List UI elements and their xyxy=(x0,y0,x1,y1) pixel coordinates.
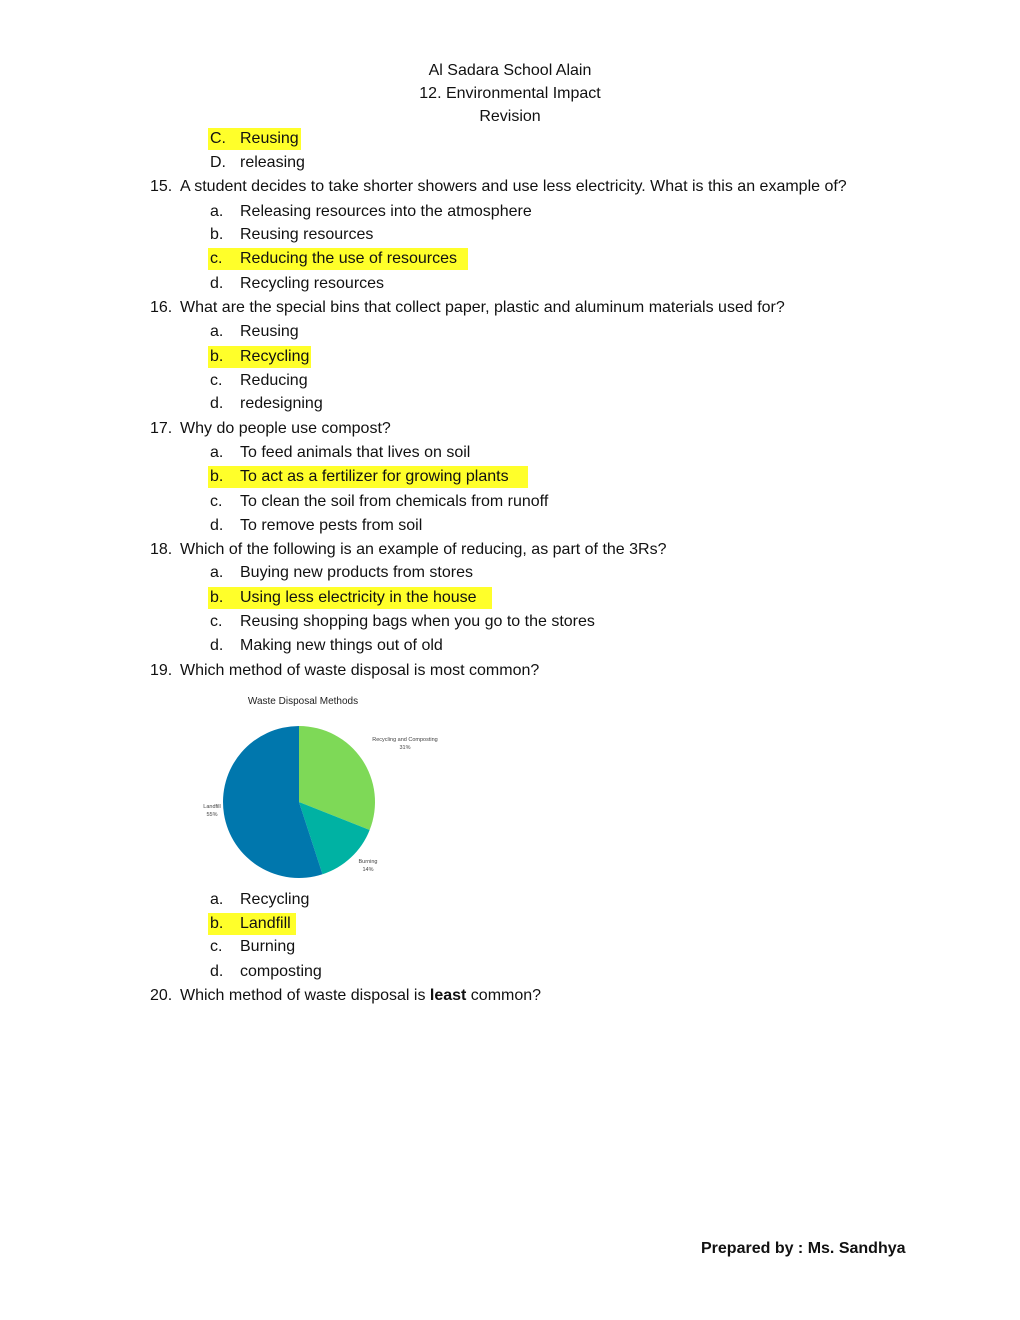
option-text: Using less electricity in the house xyxy=(240,589,477,606)
option-letter: a. xyxy=(210,444,224,461)
question-number: 20. xyxy=(150,987,173,1004)
option-letter: b. xyxy=(210,589,224,606)
waste-disposal-pie-chart xyxy=(195,690,455,885)
option-text: Reusing xyxy=(240,130,299,147)
option-text: Recycling xyxy=(240,348,310,365)
option-letter: c. xyxy=(210,613,223,630)
question-text: Which method of waste disposal is most common? xyxy=(180,662,540,679)
question-text: Which of the following is an example of reducing, as part of the 3Rs? xyxy=(180,541,667,558)
option-letter: d. xyxy=(210,275,224,292)
question-number: 15. xyxy=(150,178,173,195)
option-letter: C. xyxy=(210,130,226,147)
option-text: Making new things out of old xyxy=(240,637,443,654)
revision-subtitle: Revision xyxy=(479,108,541,125)
question-text-start: Which method of waste disposal is xyxy=(180,987,430,1004)
option-letter: d. xyxy=(210,395,224,412)
question-text: What are the special bins that collect paper, plastic and aluminum materials used for? xyxy=(180,299,785,316)
option-letter: b. xyxy=(210,468,224,485)
option-text: To clean the soil from chemicals from runoff xyxy=(240,493,549,510)
option-text: Burning xyxy=(240,938,296,955)
option-text: Reusing resources xyxy=(240,226,374,243)
question-number: 19. xyxy=(150,662,173,679)
unit-title: 12. Environmental Impact xyxy=(419,85,601,102)
option-text: Releasing resources into the atmosphere xyxy=(240,203,532,220)
option-text: Buying new products from stores xyxy=(240,564,473,581)
option-text: composting xyxy=(240,963,322,980)
option-letter: c. xyxy=(210,372,223,389)
option-letter: d. xyxy=(210,963,224,980)
option-text: Reducing the use of resources xyxy=(240,250,458,267)
label-landfill-pct: 55% xyxy=(206,812,218,818)
option-letter: a. xyxy=(210,564,224,581)
option-letter: D. xyxy=(210,154,226,171)
label-recycling: Recycling and Composting xyxy=(372,737,438,743)
option-text: To remove pests from soil xyxy=(240,517,423,534)
option-letter: d. xyxy=(210,637,224,654)
option-text: Landfill xyxy=(240,915,291,932)
label-landfill: Landfill xyxy=(203,804,221,810)
option-text: releasing xyxy=(240,154,305,171)
option-text: Reusing xyxy=(240,323,299,340)
option-text: Reducing xyxy=(240,372,308,389)
question-number: 18. xyxy=(150,541,173,558)
chart-title: Waste Disposal Methods xyxy=(247,696,359,707)
question-text xyxy=(180,986,541,1006)
prepared-by: Prepared by : Ms. Sandhya xyxy=(701,1240,906,1257)
option-letter: c. xyxy=(210,938,223,955)
option-letter: c. xyxy=(210,250,223,267)
option-text: Recycling xyxy=(240,891,310,908)
option-letter: a. xyxy=(210,203,224,220)
option-letter: d. xyxy=(210,517,224,534)
label-burning: Burning xyxy=(358,859,378,865)
school-name: Al Sadara School Alain xyxy=(428,62,592,79)
label-recycling-pct: 31% xyxy=(399,745,411,751)
question-number: 16. xyxy=(150,299,173,316)
question-emphasis: least xyxy=(429,987,467,1004)
option-letter: b. xyxy=(210,348,224,365)
option-letter: a. xyxy=(210,891,224,908)
option-letter: b. xyxy=(210,226,224,243)
question-text: Why do people use compost? xyxy=(180,420,391,437)
label-burning-pct: 14% xyxy=(362,867,374,873)
option-text: redesigning xyxy=(240,395,323,412)
question-text: A student decides to take shorter showers and use less electricity. What is this an example of? xyxy=(180,178,847,195)
question-text-end: common? xyxy=(466,987,542,1004)
option-text: Reusing shopping bags when you go to the stores xyxy=(240,613,595,630)
question-number: 17. xyxy=(150,420,173,437)
option-letter: b. xyxy=(210,915,224,932)
option-text: To feed animals that lives on soil xyxy=(240,444,471,461)
option-text: To act as a fertilizer for growing plants xyxy=(240,468,509,485)
option-letter: a. xyxy=(210,323,224,340)
option-letter: c. xyxy=(210,493,223,510)
option-text: Recycling resources xyxy=(240,275,385,292)
